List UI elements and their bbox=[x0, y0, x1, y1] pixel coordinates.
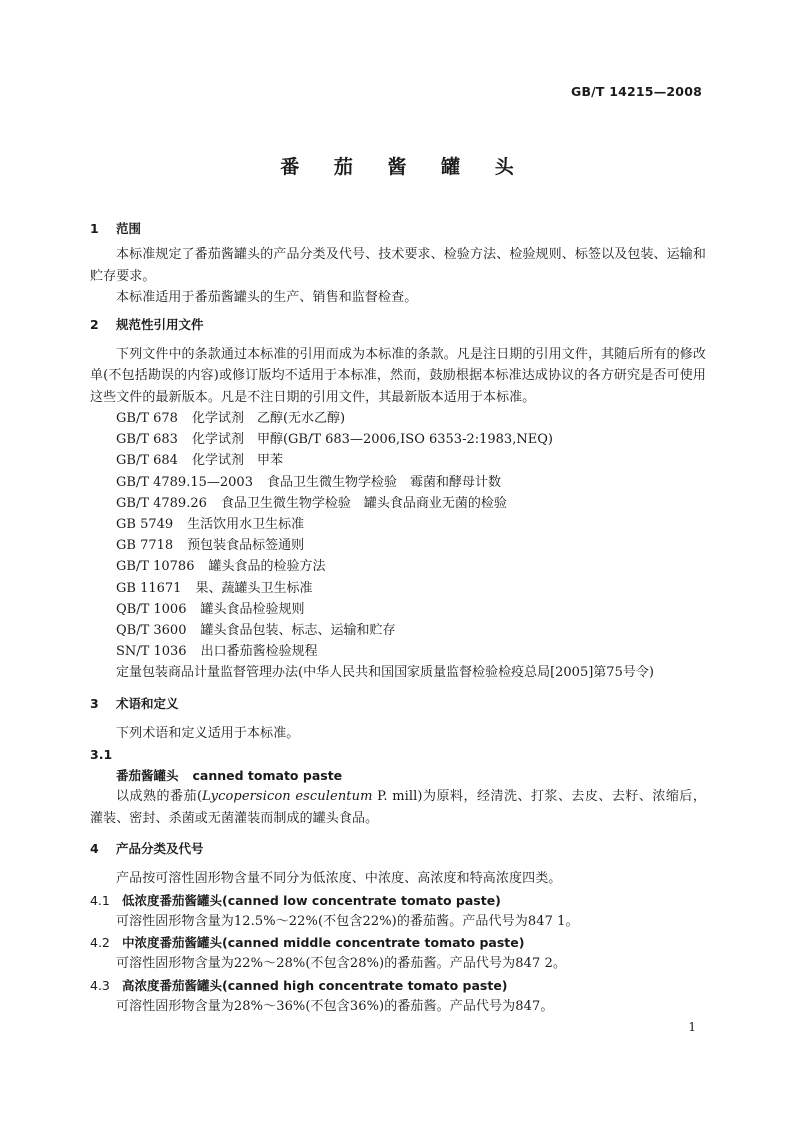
classification-intro: 产品按可溶性固形物含量不同分为低浓度、中浓度、高浓度和特高浓度四类。 bbox=[116, 871, 562, 887]
term-name bbox=[90, 765, 706, 786]
definition-text: 以成熟的番茄( bbox=[116, 789, 203, 805]
reference-code: SN/T 1036 bbox=[116, 644, 187, 660]
subsection-heading bbox=[90, 890, 706, 911]
reference-title: 生活饮用水卫生标准 bbox=[187, 517, 305, 533]
reference-code: QB/T 3600 bbox=[116, 623, 187, 639]
section-title: 范围 bbox=[116, 221, 142, 236]
reference-item bbox=[90, 620, 706, 641]
reference-code: GB 11671 bbox=[116, 580, 182, 596]
reference-item bbox=[90, 450, 706, 471]
reference-item bbox=[90, 493, 706, 514]
reference-title: 食品卫生微生物学检验 罐头食品商业无菌的检验 bbox=[220, 495, 507, 511]
scope-paragraph-2: 本标准适用于番茄酱罐头的生产、销售和监督检查。 bbox=[116, 290, 418, 305]
subsection-title: 中浓度番茄酱罐头(canned middle concentrate tomato paste) bbox=[122, 935, 525, 951]
reference-title: 罐头食品检验规则 bbox=[200, 601, 305, 617]
section-number: 4 bbox=[90, 841, 99, 857]
terms-intro: 下列术语和定义适用于本标准。 bbox=[116, 725, 300, 741]
section-heading-normative-references bbox=[90, 314, 706, 335]
scope-paragraph-1: 本标准规定了番茄酱罐头的产品分类及代号、技术要求、检验方法、检验规则、标签以及包装、运输和贮存要求。 bbox=[90, 247, 706, 284]
reference-code: GB 5749 bbox=[116, 517, 174, 533]
section-title: 术语和定义 bbox=[116, 695, 179, 711]
subsection-text: 可溶性固形物含量为12.5%～22%(不包含22%)的番茄酱。产品代号为847 1。 bbox=[116, 913, 579, 929]
reference-code: QB/T 1006 bbox=[116, 601, 187, 617]
section-title: 产品分类及代号 bbox=[116, 841, 204, 857]
term-name-cn: 番茄酱罐头 bbox=[116, 768, 179, 784]
subsection-heading bbox=[90, 975, 706, 996]
subsection-number: 4.2 bbox=[90, 935, 110, 951]
latin-species-name: Lycopersicon esculentum bbox=[202, 789, 373, 805]
subsection-text: 可溶性固形物含量为28%～36%(不包含36%)的番茄酱。产品代号为847。 bbox=[116, 998, 554, 1014]
reference-title: 化学试剂 甲醇(GB/T 683—2006,ISO 6353-2:1983,NEQ) bbox=[191, 432, 553, 448]
section-title: 规范性引用文件 bbox=[116, 316, 204, 332]
term-definition bbox=[90, 786, 706, 829]
reference-title: 化学试剂 乙醇(无水乙醇) bbox=[191, 411, 346, 426]
reference-item bbox=[90, 641, 706, 662]
document-title: 番 茄 酱 罐 头 bbox=[280, 156, 528, 178]
reference-list bbox=[90, 408, 706, 684]
reference-code: GB/T 4789.15—2003 bbox=[116, 474, 253, 490]
page-number: 1 bbox=[688, 1020, 696, 1034]
section-number: 1 bbox=[90, 221, 99, 236]
reference-item bbox=[90, 514, 706, 535]
reference-item-regulation: 定量包装商品计量监督管理办法(中华人民共和国国家质量监督检验检疫总局[2005]第75号令) bbox=[116, 665, 654, 681]
definition-text: P. mill)为原料，经清洗、打浆、去皮、去籽、浓缩后，灌装、密封、杀菌或无菌灌装而制成的罐头食品。 bbox=[90, 789, 706, 826]
standard-number: GB/T 14215—2008 bbox=[570, 84, 702, 99]
section-heading-terms bbox=[90, 693, 706, 714]
subsection-title: 低浓度番茄酱罐头(canned low concentrate tomato paste) bbox=[122, 892, 501, 908]
reference-item bbox=[90, 535, 706, 556]
term-name-en: canned tomato paste bbox=[192, 768, 343, 784]
reference-title: 罐头食品的检验方法 bbox=[208, 559, 326, 575]
reference-code: GB/T 683 bbox=[116, 432, 178, 448]
reference-code: GB 7718 bbox=[116, 538, 174, 554]
reference-title: 食品卫生微生物学检验 霉菌和酵母计数 bbox=[266, 474, 501, 490]
reference-code: GB/T 4789.26 bbox=[116, 495, 207, 511]
section-number: 2 bbox=[90, 316, 99, 332]
reference-title: 罐头食品包装、标志、运输和贮存 bbox=[200, 623, 396, 639]
reference-title: 化学试剂 甲苯 bbox=[191, 453, 283, 469]
subsection-number: 4.3 bbox=[90, 977, 110, 993]
reference-item bbox=[90, 556, 706, 577]
reference-item bbox=[90, 429, 706, 450]
subsection-heading bbox=[90, 932, 706, 953]
reference-title: 果、蔬罐头卫生标准 bbox=[195, 580, 313, 596]
reference-item bbox=[90, 472, 706, 493]
reference-item bbox=[90, 599, 706, 620]
section-heading-scope bbox=[90, 218, 706, 239]
reference-item bbox=[90, 578, 706, 599]
section-number: 3 bbox=[90, 695, 99, 711]
subsection-number: 4.1 bbox=[90, 892, 110, 908]
reference-title: 出口番茄酱检验规程 bbox=[200, 644, 318, 660]
subsection-text: 可溶性固形物含量为22%～28%(不包含28%)的番茄酱。产品代号为847 2。 bbox=[116, 956, 567, 972]
reference-code: GB/T 678 bbox=[116, 411, 178, 426]
reference-code: GB/T 10786 bbox=[116, 559, 195, 575]
reference-item bbox=[90, 408, 706, 429]
section-heading-classification bbox=[90, 838, 706, 859]
term-number: 3.1 bbox=[90, 747, 113, 763]
subsection-title: 高浓度番茄酱罐头(canned high concentrate tomato paste) bbox=[122, 977, 508, 993]
reference-title: 预包装食品标签通则 bbox=[187, 538, 305, 554]
document-body bbox=[90, 218, 706, 1017]
reference-code: GB/T 684 bbox=[116, 453, 178, 469]
references-intro: 下列文件中的条款通过本标准的引用而成为本标准的条款。凡是注日期的引用文件，其随后所有的修改单(不包括勘误的内容)或修订版均不适用于本标准，然而，鼓励根据本标准达成协议的各方研究是否可使用这些文件的最新版本。凡是不注日期的引用文件，其最新版本适用于本标准。 bbox=[90, 346, 706, 405]
